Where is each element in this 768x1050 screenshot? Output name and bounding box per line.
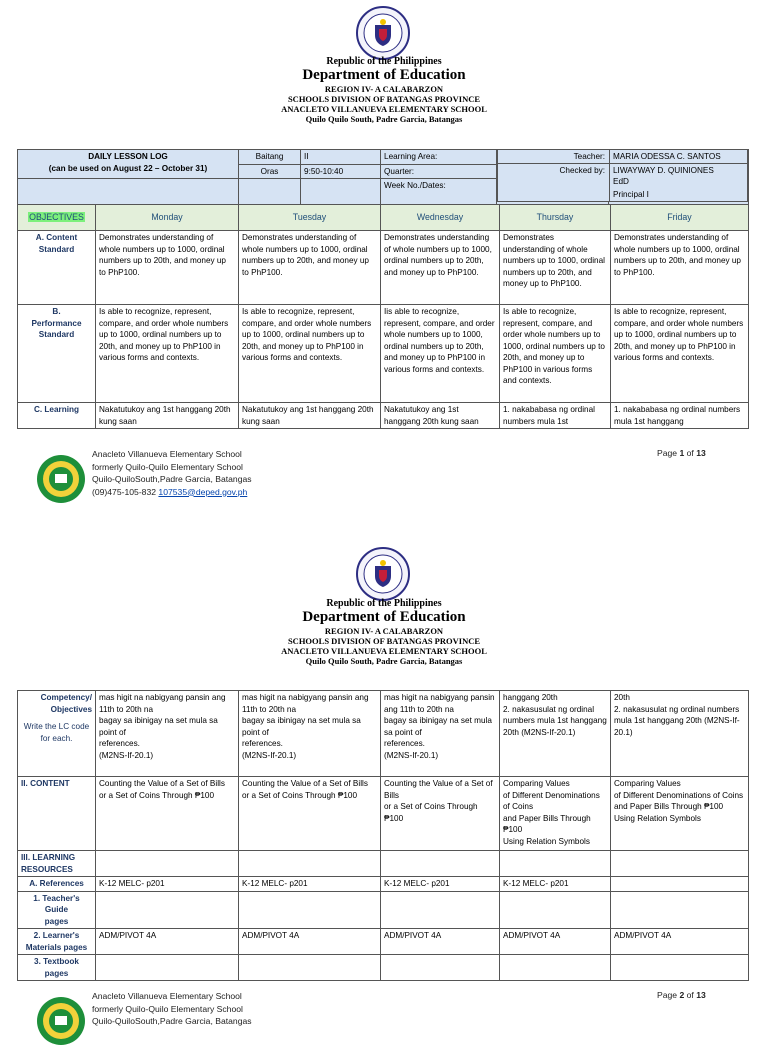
department-title: Department of Education xyxy=(302,67,466,83)
performance-standard-wed: Iis able to recognize, represent, compare, and order whole numbers up to 1000, ordinal numbers up to 20th, and money up to PhP100 in various forms and contexts. xyxy=(381,305,500,403)
day-friday: Friday xyxy=(611,205,749,231)
content-row xyxy=(18,777,749,851)
day-wednesday: Wednesday xyxy=(381,205,500,231)
objectives-heading: OBJECTIVES xyxy=(18,205,96,231)
learners-materials-fri: ADM/PIVOT 4A xyxy=(611,929,749,955)
region-line: REGION IV- A CALABARZON xyxy=(324,84,444,94)
learning-thu: 1. nakababasa ng ordinal numbers mula 1st xyxy=(500,403,611,429)
deped-seal-icon xyxy=(355,546,411,602)
references-mon: K-12 MELC- p201 xyxy=(96,877,239,892)
quarter-label: Quarter: xyxy=(381,164,497,179)
content-wed: Counting the Value of a Set of Bills or a Set of Coins Through ₱100 xyxy=(381,777,500,851)
teachers-guide-label: 1. Teacher's Guide pages xyxy=(18,891,96,929)
school-seal-icon xyxy=(36,454,86,504)
page-number-2: Page 2 of 13 xyxy=(657,990,706,1000)
teacher-value: MARIA ODESSA C. SANTOS xyxy=(613,152,721,161)
footer-location: Quilo-QuiloSouth,Padre Garcia, Batangas xyxy=(92,474,252,484)
baitang-label: Baitang xyxy=(239,150,301,165)
competency-row xyxy=(18,691,749,777)
checked-position: Principal I xyxy=(613,189,649,199)
learners-materials-tue: ADM/PIVOT 4A xyxy=(239,929,381,955)
page-1-footer xyxy=(0,448,768,508)
content-tue: Counting the Value of a Set of Bills or a Set of Coins Through ₱100 xyxy=(239,777,381,851)
learning-label: C. Learning xyxy=(18,403,96,429)
learning-wed: Nakatutukoy ang 1st hanggang 20th kung saan xyxy=(381,403,500,429)
content-standard-mon: Demonstrates understanding of whole numbers up to 1000, ordinal numbers up to 20th, and money up to PhP100. xyxy=(96,231,239,305)
references-tue: K-12 MELC- p201 xyxy=(239,877,381,892)
performance-standard-tue: Is able to recognize, represent, compare, and order whole numbers up to 1000, ordinal numbers up to 20th, and money up to PhP100 in various forms and contexts. xyxy=(239,305,381,403)
resources-row xyxy=(18,851,749,877)
competency-tue: mas higit na nabigyang pansin ang 11th to 20th na bagay sa ibinigay na set mula sa point of references. (M2NS-If-20.1) xyxy=(239,691,381,777)
oras-value: 9:50-10:40 xyxy=(301,164,381,179)
page-number-1: Page 1 of 13 xyxy=(657,448,706,458)
lesson-log-table-continued xyxy=(17,690,749,981)
teacher-block xyxy=(497,149,748,202)
content-thu: Comparing Values of Different Denominations of Coins and Paper Bills Through ₱100 Using Relation Symbols xyxy=(500,777,611,851)
deped-seal-icon xyxy=(355,5,411,61)
performance-standard-row xyxy=(18,305,749,403)
competency-label: Competency/ Objectives xyxy=(40,693,92,714)
content-standard-tue: Demonstrates understanding of whole numbers up to 1000, ordinal numbers up to 20th, and money up to PhP100. xyxy=(239,231,381,305)
performance-standard-fri: Is able to recognize, represent, compare, and order whole numbers up to 1000, ordinal numbers up to 20th, and money up to PhP100 in various forms and contexts. xyxy=(611,305,749,403)
content-standard-thu: Demonstrates understanding of whole numbers up to 1000, ordinal numbers up to 20th, and money up to PhP100. xyxy=(500,231,611,305)
objectives-table xyxy=(17,204,749,429)
checked-label: Checked by: xyxy=(498,163,609,178)
performance-standard-mon: Is able to recognize, represent, compare, and order whole numbers up to 1000, ordinal numbers up to 20th, and money up to PhP100 in various forms and contexts. xyxy=(96,305,239,403)
republic-line: Republic of the Philippines xyxy=(326,56,442,67)
content-standard-fri: Demonstrates understanding of whole numbers up to 1000, ordinal numbers up to 20th, and money up to PhP100. xyxy=(611,231,749,305)
references-row xyxy=(18,877,749,892)
footer-address-2: Anacleto Villanueva Elementary School formerly Quilo-Quilo Elementary School Quilo-QuiloSouth,Padre Garcia, Batangas xyxy=(92,991,252,1026)
week-label: Week No./Dates: xyxy=(381,179,497,205)
references-fri xyxy=(611,877,749,892)
references-thu: K-12 MELC- p201 xyxy=(500,877,611,892)
learning-area-label: Learning Area: xyxy=(381,150,497,165)
competency-mon: mas higit na nabigyang pansin ang 11th to 20th na bagay sa ibinigay na set mula sa point of references. (M2NS-If-20.1) xyxy=(96,691,239,777)
footer-address xyxy=(92,448,252,498)
competency-label-cell xyxy=(18,691,96,777)
content-mon: Counting the Value of a Set of Bills or a Set of Coins Through ₱100 xyxy=(96,777,239,851)
competency-thu: hanggang 20th 2. nakasusulat ng ordinal numbers mula 1st hanggang 20th (M2NS-If-20.1) xyxy=(500,691,611,777)
day-tuesday: Tuesday xyxy=(239,205,381,231)
page-2-footer xyxy=(0,990,768,1050)
school-line: ANACLETO VILLANUEVA ELEMENTARY SCHOOL xyxy=(281,104,487,114)
learners-materials-row xyxy=(18,929,749,955)
day-header-row xyxy=(18,205,749,231)
dll-label: DAILY LESSON LOG (can be used on August 22 – October 31) xyxy=(18,150,239,179)
textbook-label: 3. Textbook pages xyxy=(18,955,96,981)
footer-formerly: formerly Quilo-Quilo Elementary School xyxy=(92,461,243,472)
competency-note: Write the LC code for each. xyxy=(23,722,90,743)
learning-fri: 1. nakababasa ng ordinal numbers mula 1st hanggang xyxy=(611,403,749,429)
learners-materials-mon: ADM/PIVOT 4A xyxy=(96,929,239,955)
page-header-2: Republic of the Philippines Department of Education REGION IV- A CALABARZON SCHOOLS DIVISION OF BATANGAS PROVINCE ANACLETO VILLANUEVA ELEMENTARY SCHOOL Quilo Quilo South, Padre Garcia, Batangas xyxy=(281,598,487,666)
teachers-guide-row xyxy=(18,891,749,929)
competency-fri: 20th 2. nakasusulat ng ordinal numbers mula 1st hanggang 20th (M2NS-If-20.1) xyxy=(611,691,749,777)
baitang-value: II xyxy=(301,150,381,165)
learners-materials-thu: ADM/PIVOT 4A xyxy=(500,929,611,955)
learning-row xyxy=(18,403,749,429)
references-label: A. References xyxy=(18,877,96,892)
learners-materials-wed: ADM/PIVOT 4A xyxy=(381,929,500,955)
competency-wed: mas higit na nabigyang pansin ang 11th to 20th na bagay sa ibinigay na set mula sa point of references. (M2NS-If-20.1) xyxy=(381,691,500,777)
content-label: II. CONTENT xyxy=(18,777,96,851)
page-header xyxy=(0,56,768,124)
page-2 xyxy=(0,540,768,1024)
content-standard-row xyxy=(18,231,749,305)
content-fri: Comparing Values of Different Denominations of Coins and Paper Bills Through ₱100 Using Relation Symbols xyxy=(611,777,749,851)
references-wed: K-12 MELC- p201 xyxy=(381,877,500,892)
day-thursday: Thursday xyxy=(500,205,611,231)
footer-school: Anacleto Villanueva Elementary School xyxy=(92,449,242,459)
learning-mon: Nakatutukoy ang 1st hanggang 20th kung saan xyxy=(96,403,239,429)
address-line: Quilo Quilo South, Padre Garcia, Batangas xyxy=(305,114,463,124)
division-line: SCHOOLS DIVISION OF BATANGAS PROVINCE xyxy=(287,94,481,104)
resources-label: III. LEARNING RESOURCES xyxy=(18,851,96,877)
footer-email-link[interactable]: 107535@deped.gov.ph xyxy=(158,486,248,497)
textbook-row xyxy=(18,955,749,981)
performance-standard-label: B. Performance Standard xyxy=(18,305,96,403)
performance-standard-thu: Is able to recognize, represent, compare, and order whole numbers up to 1000, ordinal numbers up to 20th, and money up to PhP100 in various forms and contexts. xyxy=(500,305,611,403)
day-monday: Monday xyxy=(96,205,239,231)
content-standard-label: A. Content Standard xyxy=(18,231,96,305)
footer-phone: (09)475-105-832 xyxy=(92,486,157,497)
learning-tue: Nakatutukoy ang 1st hanggang 20th kung saan xyxy=(239,403,381,429)
checked-value: LIWAYWAY D. QUINIONES EdD xyxy=(610,163,749,189)
teacher-label: Teacher: xyxy=(573,152,605,161)
learners-materials-label: 2. Learner's Materials pages xyxy=(18,929,96,955)
content-standard-wed: Demonstrates understanding of whole numbers up to 1000, ordinal numbers up to 20th, and money up to PhP100. xyxy=(381,231,500,305)
page-1 xyxy=(0,0,768,520)
school-seal-icon xyxy=(36,996,86,1046)
oras-label: Oras xyxy=(239,164,301,179)
